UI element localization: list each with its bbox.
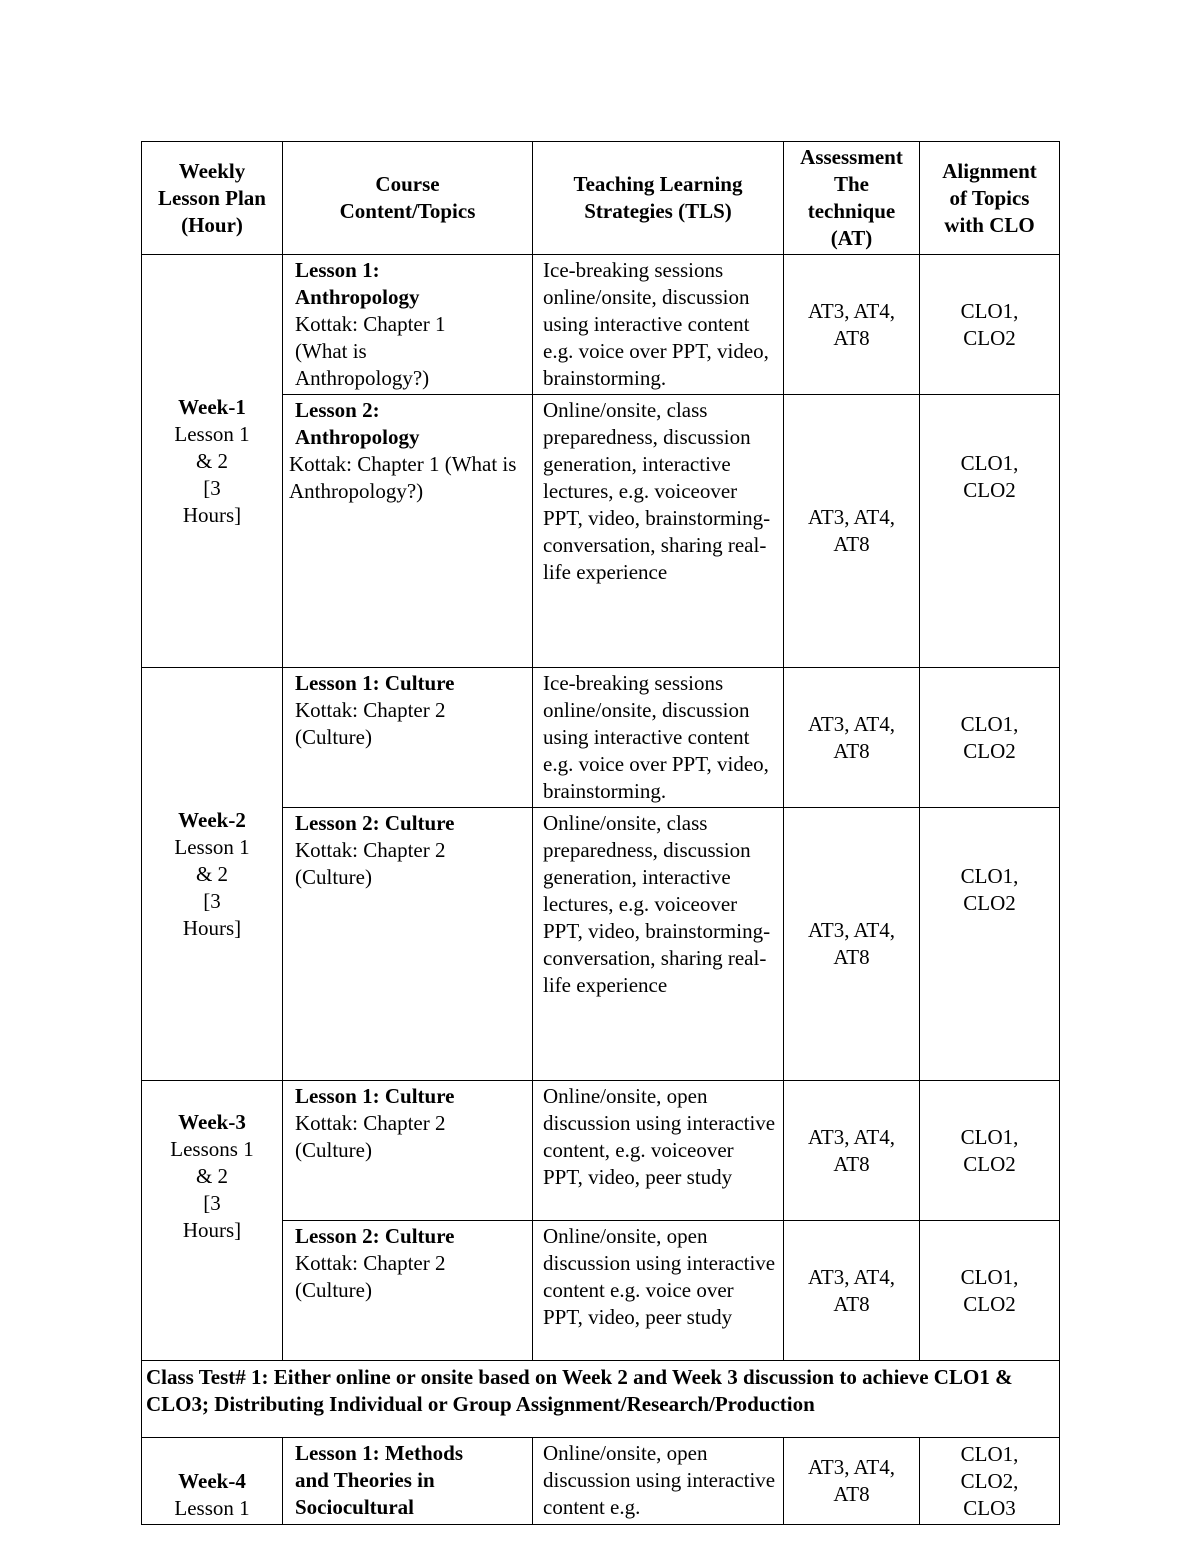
header-text: with CLO (944, 212, 1035, 237)
lesson-text: Kottak: Chapter 2 (Culture) (295, 838, 446, 889)
table-row (142, 255, 1060, 395)
week-line: Lessons 1 (170, 1137, 254, 1161)
header-row (142, 142, 1060, 255)
tls-text: Ice-breaking sessions online/onsite, discussion using interactive content e.g. voice over PPT, video, brainstorming. (543, 258, 769, 390)
header-text: Weekly (178, 158, 246, 183)
topic-cell (283, 1081, 533, 1221)
topic-cell (283, 255, 533, 395)
header-text: Lesson Plan (158, 185, 266, 210)
week-cell (142, 255, 283, 668)
class-test-text: Class Test# 1: Either online or onsite based on Week 2 and Week 3 discussion to achieve CLO1 & CLO3; Distributing Individual or Group Assignment/Research/Production (146, 1365, 1013, 1416)
header-text: Assessment (800, 145, 903, 169)
header-text: Strategies (TLS) (584, 199, 732, 223)
header-course-content (283, 142, 533, 255)
tls-cell (533, 1081, 784, 1221)
tls-text: Online/onsite, open discussion using interactive content e.g. (543, 1441, 776, 1519)
lesson-plan-table (141, 141, 1060, 1525)
clo-cell (920, 1221, 1060, 1361)
header-text: Content/Topics (339, 199, 476, 223)
week-line: Hours] (182, 502, 242, 527)
class-test-cell (142, 1361, 1060, 1438)
lesson-title: Lesson 1: Anthropology (295, 258, 420, 309)
at-cell (784, 1081, 920, 1221)
week-line: Lesson 1 (174, 1496, 250, 1520)
lesson-title: Lesson 1: Methods and Theories in Sociocultural (295, 1441, 464, 1519)
week-cell (142, 668, 283, 1081)
week-line: [3 (203, 475, 221, 500)
header-weekly-lesson-plan (142, 142, 283, 255)
tls-cell (533, 1438, 784, 1525)
week-label: Week-3 (178, 1110, 246, 1134)
header-text: (Hour) (181, 212, 243, 237)
table-row (142, 1438, 1060, 1525)
at-cell (784, 808, 920, 1081)
clo-cell (920, 255, 1060, 395)
tls-cell (533, 668, 784, 808)
at-text: AT3, AT4, AT8 (808, 1124, 895, 1176)
header-text: The (833, 172, 869, 196)
header-alignment (920, 142, 1060, 255)
header-text: Teaching Learning (573, 172, 743, 196)
week-line: Hours] (182, 915, 242, 940)
lesson-title: Lesson 1: Culture (295, 671, 455, 695)
week-label: Week-1 (178, 394, 246, 419)
at-cell (784, 255, 920, 395)
week-line: Lesson 1 (174, 421, 250, 446)
header-text: of Topics (949, 185, 1030, 210)
at-text: AT3, AT4, AT8 (808, 711, 895, 763)
at-text: AT3, AT4, AT8 (808, 505, 895, 556)
class-test-row (142, 1361, 1060, 1438)
clo-text: CLO1, CLO2 (960, 451, 1019, 502)
tls-cell (533, 255, 784, 395)
tls-text: Online/onsite, open discussion using interactive content e.g. voice over PPT, video, peer study (543, 1224, 776, 1329)
week-cell (142, 1438, 283, 1525)
tls-text: Online/onsite, class preparedness, discussion generation, interactive lectures, e.g. voiceover PPT, video, brainstorming-conversation, sharing real-life experience (543, 811, 771, 997)
lesson-title: Lesson 2: Culture (295, 811, 455, 835)
clo-text: CLO1, CLO2, CLO3 (960, 1441, 1019, 1520)
lesson-text: Kottak: Chapter 2 (Culture) (295, 1251, 446, 1302)
tls-cell (533, 808, 784, 1081)
lesson-text: Kottak: Chapter 2 (Culture) (295, 1111, 446, 1162)
topic-cell (283, 1438, 533, 1525)
topic-cell (283, 395, 533, 668)
clo-text: CLO1, CLO2 (960, 1264, 1019, 1316)
clo-text: CLO1, CLO2 (960, 711, 1019, 763)
topic-cell (283, 1221, 533, 1361)
tls-text: Ice-breaking sessions online/onsite, discussion using interactive content e.g. voice over PPT, video, brainstorming. (543, 671, 769, 803)
at-cell (784, 668, 920, 808)
table-row (142, 668, 1060, 808)
header-assessment (784, 142, 920, 255)
lesson-text: Kottak: Chapter 1 (What is Anthropology?) (295, 312, 446, 390)
at-cell (784, 395, 920, 668)
at-cell (784, 1221, 920, 1361)
lesson-text: Kottak: Chapter 2 (Culture) (295, 698, 446, 749)
header-text: (AT) (830, 226, 873, 250)
at-cell (784, 1438, 920, 1525)
tls-text: Online/onsite, class preparedness, discussion generation, interactive lectures, e.g. voiceover PPT, video, brainstorming-conversation, sharing real-life experience (543, 398, 771, 584)
clo-cell (920, 808, 1060, 1081)
tls-text: Online/onsite, open discussion using interactive content, e.g. voiceover PPT, video, peer study (543, 1084, 776, 1189)
at-text: AT3, AT4, AT8 (808, 1264, 895, 1316)
clo-text: CLO1, CLO2 (960, 1124, 1019, 1176)
header-text: Alignment (942, 158, 1037, 183)
clo-text: CLO1, CLO2 (960, 864, 1019, 915)
at-text: AT3, AT4, AT8 (808, 918, 895, 969)
clo-text: CLO1, CLO2 (960, 298, 1019, 350)
clo-cell (920, 1081, 1060, 1221)
header-tls (533, 142, 784, 255)
header-text: technique (807, 199, 896, 223)
lesson-title: Lesson 2: Culture (295, 1224, 455, 1248)
week-cell (142, 1081, 283, 1361)
lesson-text: Kottak: Chapter 1 (What is Anthropology?) (289, 452, 532, 503)
week-line: [3 (203, 888, 221, 913)
clo-cell (920, 668, 1060, 808)
table-row (142, 1081, 1060, 1221)
tls-cell (533, 395, 784, 668)
week-line: Lesson 1 (174, 834, 250, 859)
week-line: & 2 (195, 1164, 229, 1188)
at-text: AT3, AT4, AT8 (808, 1455, 895, 1506)
topic-cell (283, 808, 533, 1081)
header-text: Course (375, 172, 440, 196)
week-line: & 2 (195, 861, 229, 886)
week-line: Hours] (182, 1218, 242, 1242)
lesson-title: Lesson 1: Culture (295, 1084, 455, 1108)
topic-cell (283, 668, 533, 808)
clo-cell (920, 1438, 1060, 1525)
clo-cell (920, 395, 1060, 668)
week-line: & 2 (195, 448, 229, 473)
week-line: [3 (203, 1191, 221, 1215)
week-label: Week-2 (178, 807, 246, 832)
at-text: AT3, AT4, AT8 (808, 298, 895, 350)
week-label: Week-4 (178, 1469, 246, 1493)
tls-cell (533, 1221, 784, 1361)
lesson-title: Lesson 2: Anthropology (295, 398, 420, 449)
